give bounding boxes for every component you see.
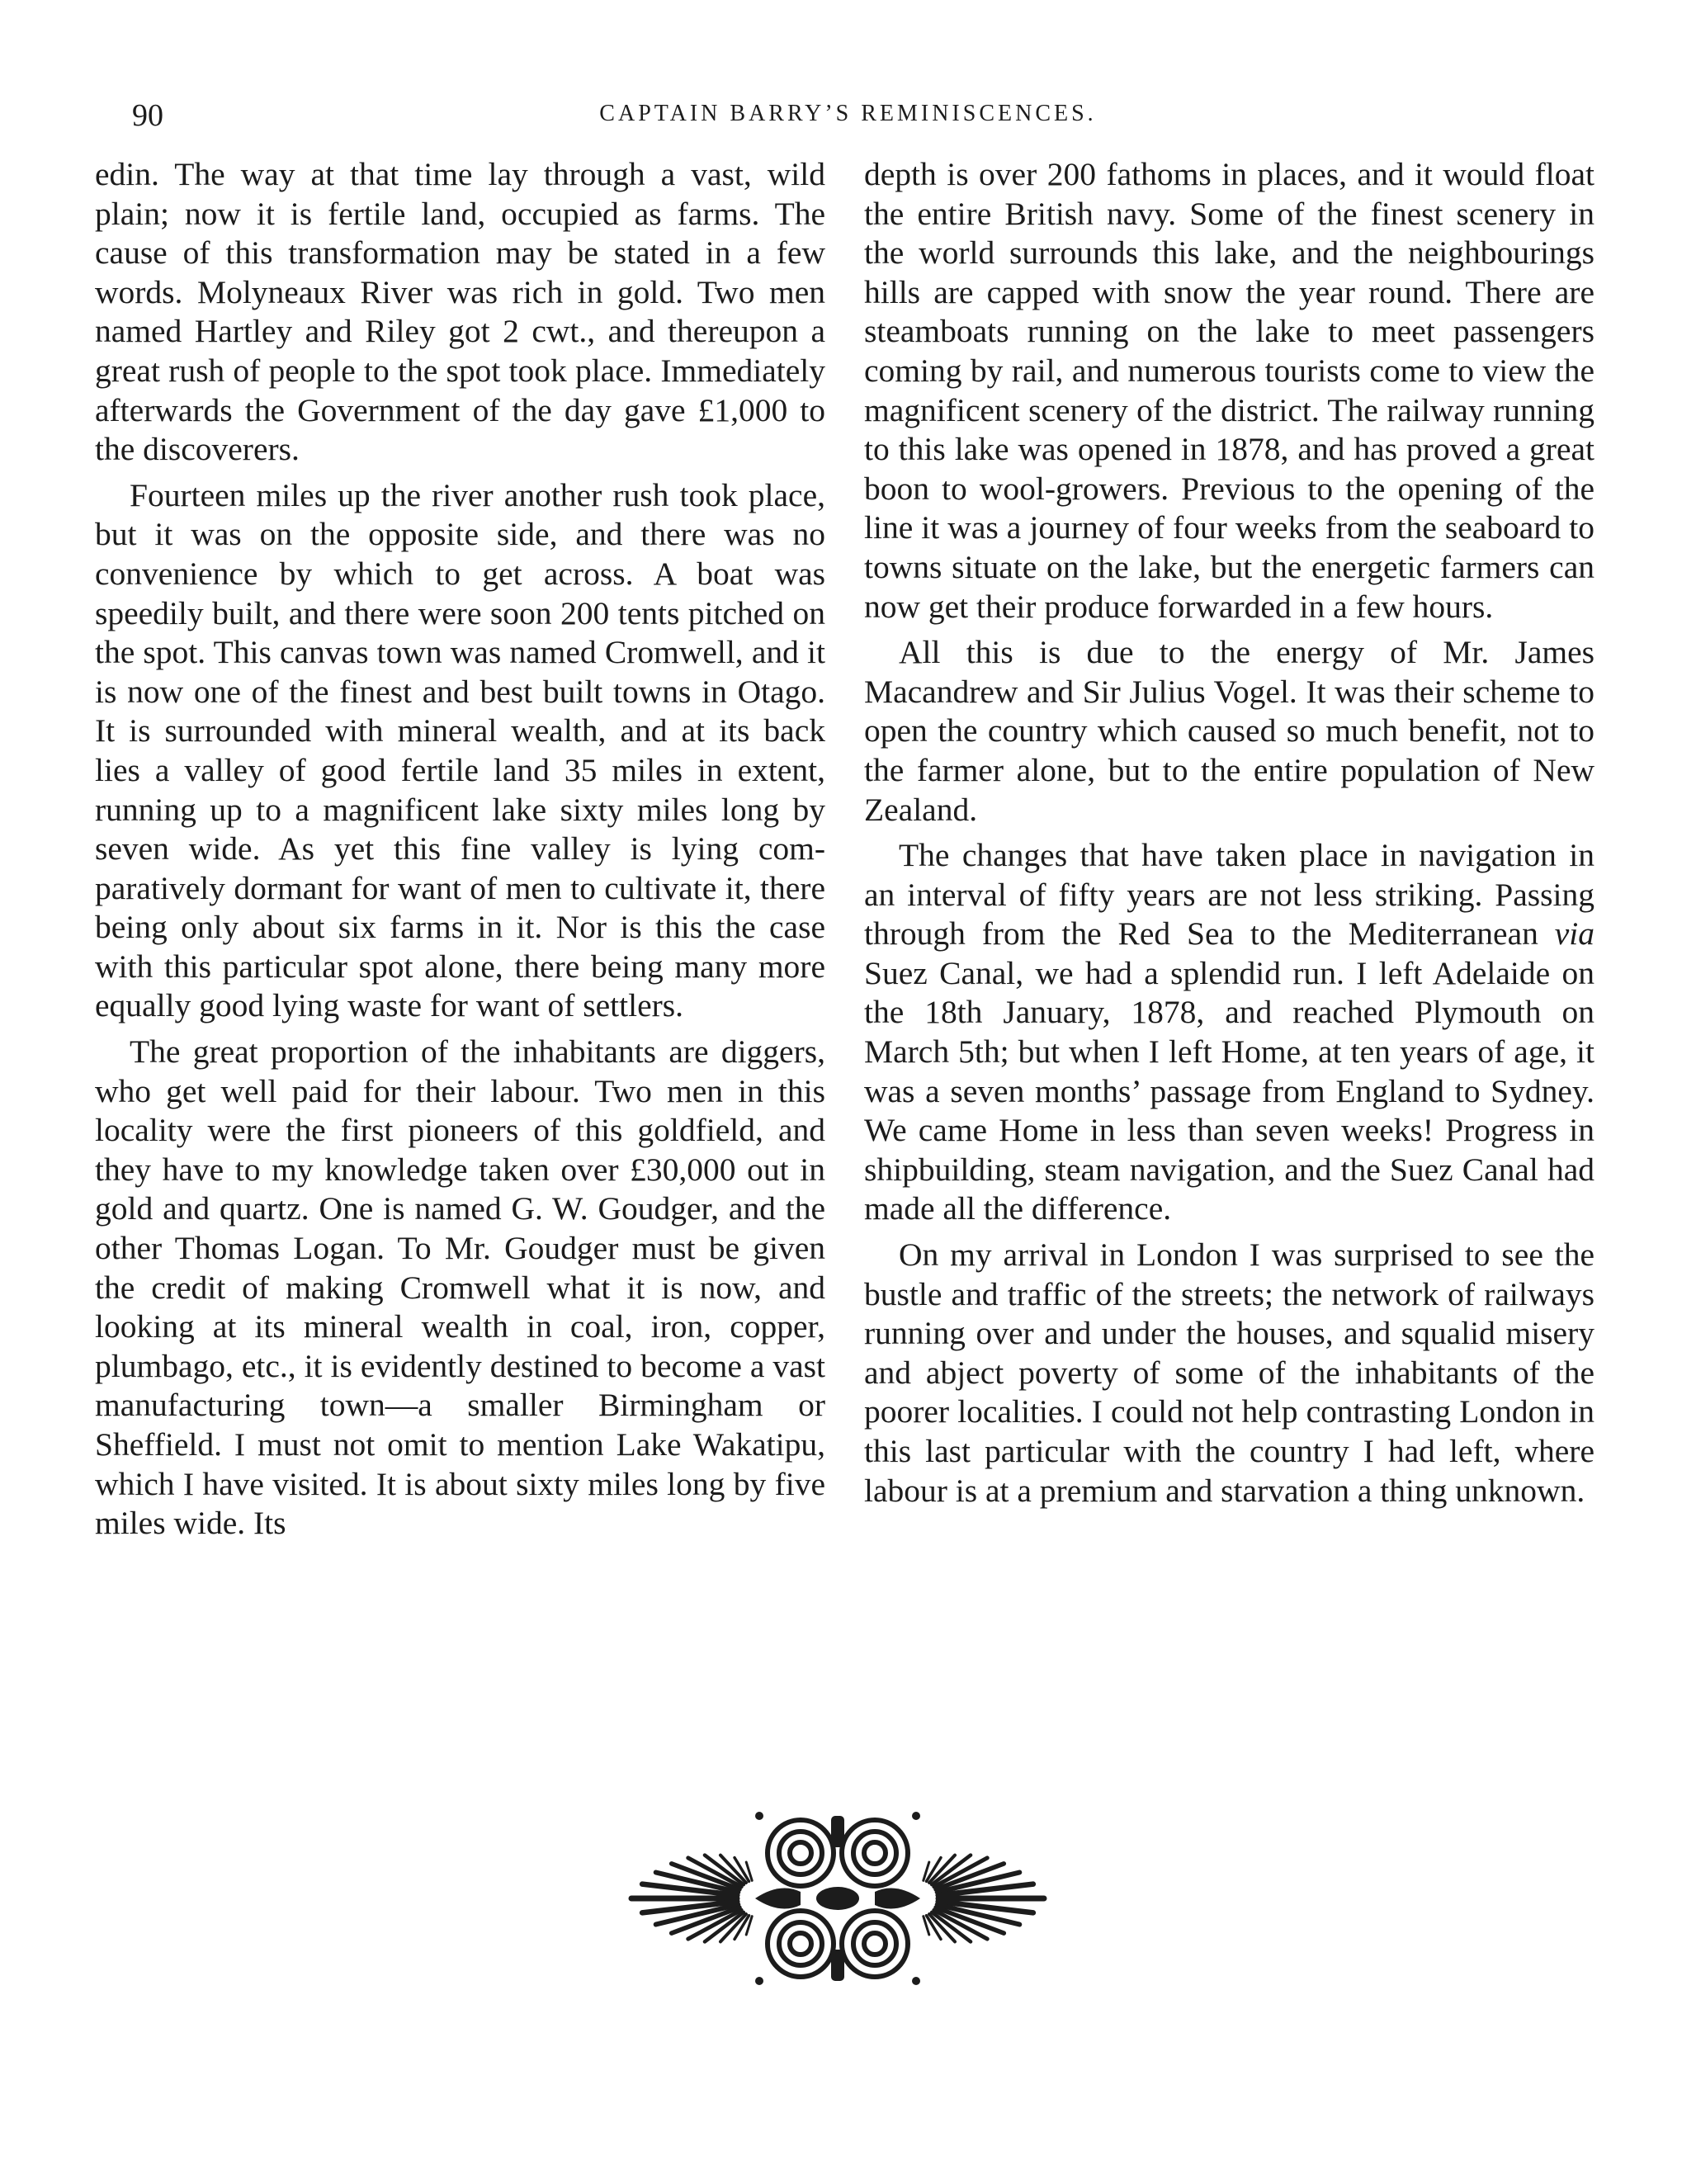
running-title: CAPTAIN BARRY’S REMINISCENCES. — [599, 101, 1097, 126]
paragraph-text: The changes that have taken place in navigation in an interval of fifty years are not less striking. Passing through from the Red Sea to the Mediterranean — [864, 837, 1594, 953]
paragraph — [864, 836, 1594, 1229]
paragraph: All this is due to the energy of Mr. James Macandrew and Sir Julius Vogel. It was their scheme to open the country which caused so much benefit, not to the farmer alone, but to the entire population of New Zealand. — [864, 634, 1594, 828]
tailpiece-ornament-icon — [623, 1799, 1052, 1997]
italic-word: via — [1554, 915, 1594, 953]
paragraph: edin. The way at that time lay through a vast, wild plain; now it is fertile land, occupied as farms. The cause of this transformation may be stated in a few words. Molyneaux River was rich in gold. Two men named Hartley and Riley got 2 cwt., and thereupon a great rush of people to the spot took place. Immediately afterwards the Government of the day gave £1,000 to the discoverers. — [95, 156, 825, 468]
paragraph: Fourteen miles up the river another rush took place, but it was on the opposite side, and there was no convenience by which to get across. A boat was speedily built, and there were soon 200 tents pitched on the spot. This canvas town was named Cromwell, and it is now one of the finest and best built towns in Otago. It is surrounded with mineral wealth, and at its back lies a valley of good fertile land 35 miles in extent, running up to a magnificent lake sixty miles long by seven wide. As yet this fine valley is lying comparatively dormant for want of men to cultivate it, there being only about six farms in it. Nor is this the case with this particular spot alone, there being many more equally good lying waste for want of settlers. — [95, 476, 825, 1024]
paragraph: The great proportion of the inhabitants are diggers, who get well paid for their labour. Two men in this locality were the first pioneers of this goldfield, and they have to my knowledge taken over £30,000 out in gold and quartz. One is named G. W. Goudger, and the other Thomas Logan. To Mr. Goudger must be given the credit of making Cromwell what it is now, and looking at its mineral wealth in coal, iron, copper, plumbago, etc., it is evidently destined to become a vast manufacturing town—a smaller Birmingham or Sheffield. I must not omit to mention Lake Wakatipu, which I have visited. It is about sixty miles long by five miles wide. Its — [95, 1033, 825, 1542]
page-header — [0, 97, 1696, 147]
right-column — [864, 155, 1594, 1517]
paragraph-text: Suez Canal, we had a splendid run. I left Adelaide on the 18th January, 1878, and reached Plymouth on March 5th; but when I left Home, at ten years of age, it was a seven months’ passage from England to Sydney. We came Home in less than seven weeks! Progress in shipbuilding, steam navigation, and the Suez Canal had made all the difference. — [864, 954, 1594, 1227]
paragraph: depth is over 200 fathoms in places, and it would float the entire British navy. Some of the finest scenery in the world surrounds this lake, and the neighbourings hills are capped with snow the year round. There are steamboats running on the lake to meet passengers coming by rail, and numerous tourists come to view the magnificent scenery of the district. The railway running to this lake was opened in 1878, and has proved a great boon to wool-growers. Previous to the opening of the line it was a journey of four weeks from the seaboard to towns situate on the lake, but the energetic farmers can now get their produce forwarded in a few hours. — [864, 156, 1594, 625]
page-number: 90 — [132, 98, 163, 133]
paragraph: On my arrival in London I was surprised to see the bustle and traffic of the streets; the network of railways running over and under the houses, and squalid misery and abject poverty of some of the inhabitants of the poorer localities. I could not help contrasting London in this last particular with the country I had left, where labour is at a premium and starvation a thing unknown. — [864, 1236, 1594, 1509]
left-column — [95, 155, 825, 1550]
